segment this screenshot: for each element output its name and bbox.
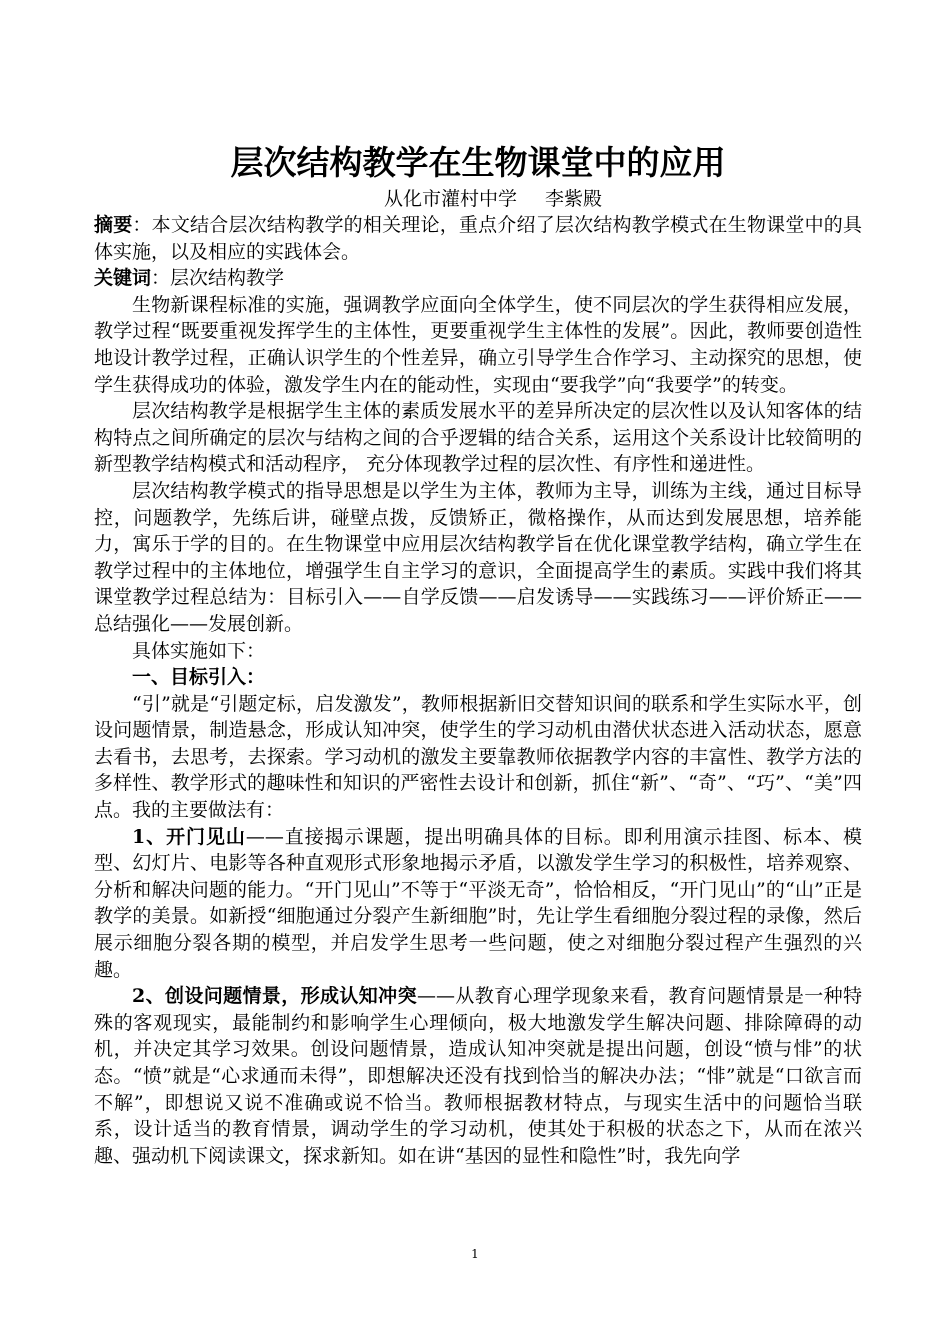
keywords-label: 关键词 [94, 267, 152, 290]
author-line [124, 186, 862, 212]
abstract-colon: ： [132, 214, 152, 236]
document-body [94, 140, 862, 1169]
keywords-paragraph [94, 265, 862, 292]
body-paragraph-3: 层次结构教学模式的指导思想是以学生为主体，教师为主导，训练为主线，通过目标导控，问题教学，先练后讲，碰壁点拨，反馈矫正，微格操作，从而达到发展思想，培养能力，寓乐于学的目的。在生物课堂中应用层次结构教学旨在优化课堂教学结构，确立学生在教学过程中的主体地位，增强学生自主学习的意识，全面提高学生的素质。实践中我们将其课堂教学过程总结为：目标引入——自学反馈——启发诱导——实践练习——评价矫正——总结强化——发展创新。 [94, 479, 862, 635]
keywords-text: 层次结构教学 [170, 267, 285, 290]
page-number: 1 [471, 1247, 479, 1261]
list-item-1 [94, 824, 862, 984]
abstract-text: 本文结合层次结构教学的相关理论，重点介绍了层次结构教学模式在生物课堂中的具体实施，以及相应的实践体会。 [94, 214, 862, 263]
author-name: 李紫殿 [545, 188, 603, 210]
body-paragraph-2: 层次结构教学是根据学生主体的素质发展水平的差异所决定的层次性以及认知客体的结构特点之间所确定的层次与结构之间的合乎逻辑的结合关系，运用这个关系设计比较简明的新型教学结构模式和活动程序， 充分体现教学过程的层次性、有序性和递进性。 [94, 400, 862, 476]
list-item-2-label: 2、创设问题情景，形成认知冲突 [132, 985, 417, 1008]
keywords-colon: ： [151, 267, 171, 290]
list-item-1-text: ——直接揭示课题，提出明确具体的目标。即利用演示挂图、标本、模型、幻灯片、电影等各种直观形式形象地揭示矛盾，以激发学生学习的积极性，培养观察、分析和解决问题的能力。“开门见山”不等于“平淡无奇”，恰恰相反，“开门见山”的“山”正是教学的美景。如新授“细胞通过分裂产生新细胞”时，先让学生看细胞分裂过程的录像，然后展示细胞分裂各期的模型，并启发学生思考一些问题，使之对细胞分裂过程产生强烈的兴趣。 [94, 825, 862, 981]
body-paragraph-5: “引”就是“引题定标，启发激发”，教师根据新旧交替知识间的联系和学生实际水平，创设问题情景，制造悬念，形成认知冲突，使学生的学习动机由潜伏状态进入活动状态，愿意去看书，去思考，去探索。学习动机的激发主要靠教师依据教学内容的丰富性、教学方法的多样性、教学形式的趣味性和知识的严密性去设计和创新，抓住“新”、“奇”、“巧”、“美”四点。我的主要做法有： [94, 692, 862, 822]
document-title: 层次结构教学在生物课堂中的应用 [230, 143, 726, 182]
list-item-2-text: ——从教育心理学现象来看，教育问题情景是一种特殊的客观现实，最能制约和影响学生心理倾向，极大地激发学生解决问题、排除障碍的动机，并决定其学习效果。创设问题情景，造成认知冲突就是提出问题，创设“愤与悱”的状态。“愤”就是“心求通而未得”，即想解决还没有找到恰当的解决办法；“悱”就是“口欲言而不解”，即想说又说不准确或说不恰当。教师根据教材特点，与现实生活中的问题恰当联系，设计适当的教育情景，调动学生的学习动机，使其处于积极的状态之下，从而在浓兴趣、强动机下阅读课文，探求新知。如在讲“基因的显性和隐性”时，我先向学 [94, 985, 862, 1167]
list-item-2 [94, 983, 862, 1169]
abstract-label: 摘要 [94, 214, 133, 236]
author-school: 从化市灌村中学 [383, 188, 517, 210]
body-paragraph-4: 具体实施如下： [132, 639, 266, 662]
section-heading-1: 一、目标引入： [132, 666, 266, 689]
abstract-paragraph [94, 212, 862, 265]
list-item-1-label: 1、开门见山 [132, 825, 246, 848]
body-paragraph-1: 生物新课程标准的实施，强调教学应面向全体学生，使不同层次的学生获得相应发展，教学过程“既要重视发挥学生的主体性，更要重视学生主体性的发展”。因此，教师要创造性地设计教学过程，正确认识学生的个性差异，确立引导学生合作学习、主动探究的思想，使学生获得成功的体验，激发学生内在的能动性，实现由“要我学”向“我要学”的转变。 [94, 293, 862, 396]
